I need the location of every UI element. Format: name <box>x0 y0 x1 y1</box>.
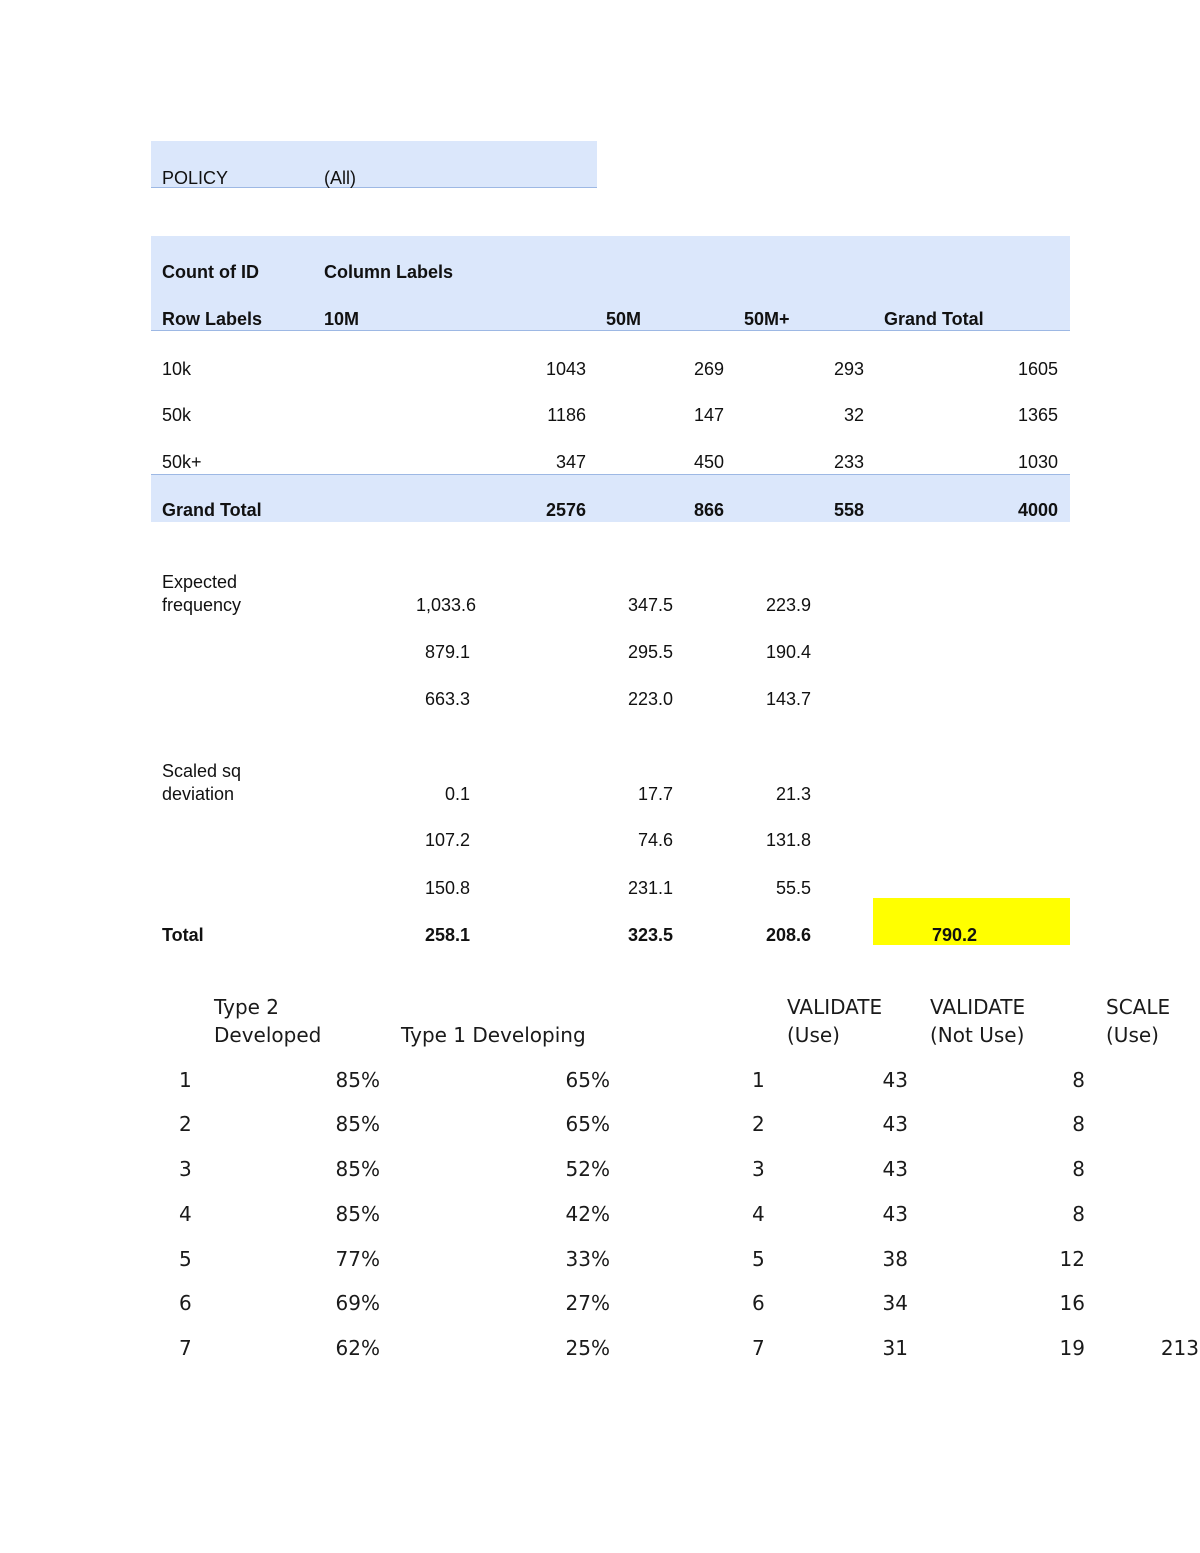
validate-row-number: 6 <box>752 1291 765 1315</box>
pivot-cell: 32 <box>843 405 864 425</box>
dev-row-number: 4 <box>179 1202 192 1226</box>
expected-cell: 663.3 <box>424 689 470 709</box>
validate-row-number: 2 <box>752 1112 765 1136</box>
validate-use-value: 43 <box>882 1112 908 1136</box>
dev-row-number: 6 <box>179 1291 192 1315</box>
validate-row-number: 4 <box>752 1202 765 1226</box>
pivot-header-underline <box>151 330 1070 331</box>
validate-row-number: 7 <box>752 1336 765 1360</box>
expected-cell: 190.4 <box>765 642 811 662</box>
pivot-cell: 1043 <box>545 359 586 379</box>
pivot-col-header: 10M <box>324 309 360 329</box>
validate-notuse-header-line1: VALIDATE <box>930 995 1026 1019</box>
scale-header-line2: (Use) <box>1106 1023 1159 1047</box>
validate-use-header-line2: (Use) <box>787 1023 840 1047</box>
grand-total-band <box>151 475 1070 522</box>
pivot-col-header: Grand Total <box>884 309 984 329</box>
dev-type1-value: 27% <box>565 1291 610 1315</box>
validate-use-value: 43 <box>882 1068 908 1092</box>
dev-row-number: 3 <box>179 1157 192 1181</box>
total-cell: 323.5 <box>627 925 673 945</box>
scaled-cell: 0.1 <box>444 784 470 804</box>
dev-row-number: 2 <box>179 1112 192 1136</box>
dev-type2-value: 77% <box>335 1247 380 1271</box>
dev-type1-value: 25% <box>565 1336 610 1360</box>
dev-type1-value: 33% <box>565 1247 610 1271</box>
dev-type1-value: 52% <box>565 1157 610 1181</box>
dev-row-number: 5 <box>179 1247 192 1271</box>
pivot-col-header: 50M <box>606 309 642 329</box>
pivot-row-label: 50k <box>162 405 192 425</box>
grand-total-cell: 2576 <box>545 500 586 520</box>
validate-row-number: 1 <box>752 1068 765 1092</box>
dev-type2-value: 85% <box>335 1202 380 1226</box>
expected-cell: 347.5 <box>627 595 673 615</box>
grand-total-cell: 866 <box>693 500 724 520</box>
validate-notuse-value: 8 <box>1072 1112 1085 1136</box>
dev-type2-value: 85% <box>335 1112 380 1136</box>
validate-notuse-header-line2: (Not Use) <box>930 1023 1025 1047</box>
validate-row-number: 3 <box>752 1157 765 1181</box>
scaled-cell: 55.5 <box>775 878 811 898</box>
scaled-cell: 231.1 <box>627 878 673 898</box>
scale-value: 213 <box>1160 1336 1199 1360</box>
total-label: Total <box>162 925 204 945</box>
validate-notuse-value: 19 <box>1059 1336 1085 1360</box>
scaled-cell: 107.2 <box>424 830 470 850</box>
expected-cell: 295.5 <box>627 642 673 662</box>
filter-label: POLICY <box>162 168 229 188</box>
total-cell: 208.6 <box>765 925 811 945</box>
pivot-row-label: 50k+ <box>162 452 202 472</box>
pivot-col-header: 50M+ <box>744 309 790 329</box>
pivot-row-labels[interactable]: Row Labels <box>162 309 263 329</box>
type1-header: Type 1 Developing <box>401 1023 586 1047</box>
total-sum: 790.2 <box>932 925 978 945</box>
scaled-label-line1: Scaled sq <box>162 761 242 781</box>
pivot-column-labels[interactable]: Column Labels <box>324 262 454 282</box>
grand-total-label: Grand Total <box>162 500 262 520</box>
expected-cell: 879.1 <box>424 642 470 662</box>
pivot-cell: 1186 <box>547 405 586 425</box>
type2-header-line2: Developed <box>214 1023 322 1047</box>
validate-use-value: 43 <box>882 1202 908 1226</box>
scaled-cell: 150.8 <box>424 878 470 898</box>
expected-cell: 223.0 <box>627 689 673 709</box>
scaled-cell: 17.7 <box>637 784 673 804</box>
validate-use-value: 38 <box>882 1247 908 1271</box>
dev-type2-value: 69% <box>335 1291 380 1315</box>
pivot-cell: 450 <box>693 452 724 472</box>
dev-type2-value: 85% <box>335 1068 380 1092</box>
total-cell: 258.1 <box>424 925 470 945</box>
dev-type2-value: 85% <box>335 1157 380 1181</box>
pivot-cell: 1365 <box>1017 405 1058 425</box>
validate-use-header-line1: VALIDATE <box>787 995 883 1019</box>
type2-header-line1: Type 2 <box>214 995 280 1019</box>
pivot-cell: 293 <box>833 359 864 379</box>
expected-cell: 1,033.6 <box>415 595 476 615</box>
pivot-measure: Count of ID <box>162 262 259 282</box>
validate-notuse-value: 8 <box>1072 1157 1085 1181</box>
pivot-row-label: 10k <box>162 359 192 379</box>
dev-type1-value: 42% <box>565 1202 610 1226</box>
dev-type2-value: 62% <box>335 1336 380 1360</box>
validate-notuse-value: 8 <box>1072 1202 1085 1226</box>
scaled-cell: 131.8 <box>765 830 811 850</box>
dev-type1-value: 65% <box>565 1112 610 1136</box>
scaled-cell: 21.3 <box>775 784 811 804</box>
pivot-cell: 269 <box>693 359 724 379</box>
validate-use-value: 34 <box>882 1291 908 1315</box>
pivot-cell: 347 <box>555 452 586 472</box>
scaled-label-line2: deviation <box>162 784 235 804</box>
validate-row-number: 5 <box>752 1247 765 1271</box>
scale-header-line1: SCALE <box>1106 995 1171 1019</box>
validate-notuse-value: 12 <box>1059 1247 1085 1271</box>
expected-cell: 143.7 <box>765 689 811 709</box>
filter-value[interactable]: (All) <box>324 168 356 188</box>
validate-notuse-value: 8 <box>1072 1068 1085 1092</box>
dev-row-number: 7 <box>179 1336 192 1360</box>
dev-row-number: 1 <box>179 1068 192 1092</box>
scaled-cell: 74.6 <box>637 830 673 850</box>
expected-label-line1: Expected <box>162 572 238 592</box>
validate-use-value: 43 <box>882 1157 908 1181</box>
expected-label-line2: frequency <box>162 595 242 615</box>
pivot-cell: 1030 <box>1017 452 1058 472</box>
dev-type1-value: 65% <box>565 1068 610 1092</box>
validate-notuse-value: 16 <box>1059 1291 1085 1315</box>
grand-total-cell: 4000 <box>1017 500 1058 520</box>
pivot-cell: 1605 <box>1017 359 1058 379</box>
pivot-cell: 147 <box>693 405 724 425</box>
grand-total-cell: 558 <box>833 500 864 520</box>
expected-cell: 223.9 <box>765 595 811 615</box>
validate-use-value: 31 <box>882 1336 908 1360</box>
pivot-cell: 233 <box>833 452 864 472</box>
